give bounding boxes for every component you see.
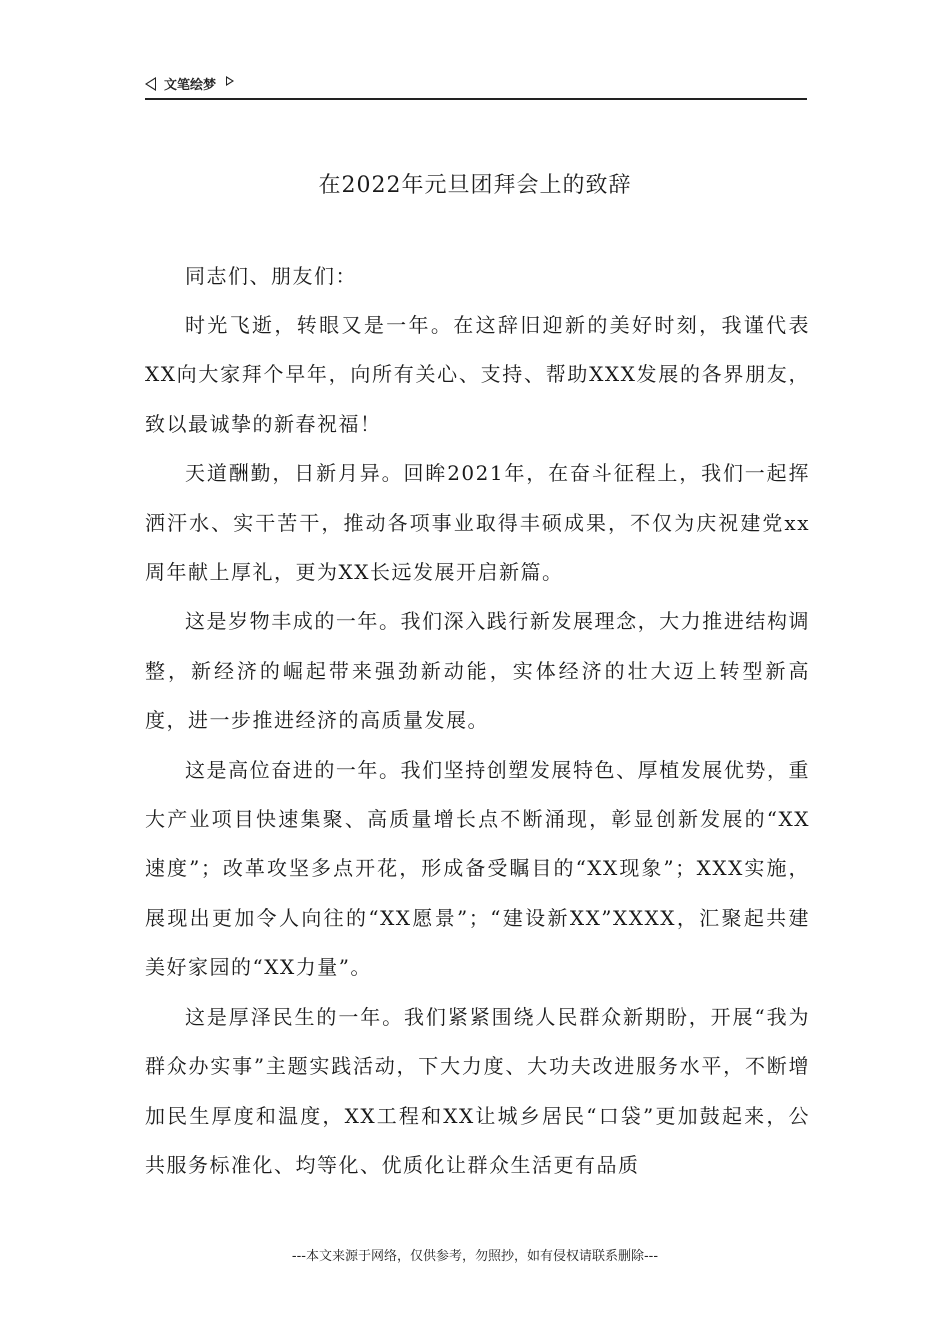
header-brand: 文笔绘梦	[164, 78, 217, 93]
body-paragraph: 时光飞逝，转眼又是一年。在这辞旧迎新的美好时刻，我谨代表XX向大家拜个早年，向所有关心、支持、帮助XXX发展的各界朋友，致以最诚挚的新春祝福！	[145, 313, 810, 436]
greeting-paragraph: 同志们、朋友们：	[185, 264, 357, 288]
body-paragraph: 这是厚泽民生的一年。我们紧紧围绕人民群众新期盼，开展“我为群众办实事”主题实践活动，下大力度、大功夫改进服务水平，不断增加民生厚度和温度，XX工程和XX让城乡居民“口袋”更加鼓起来，公共服务标准化、均等化、优质化让群众生活更有品质	[145, 1004, 810, 1177]
triangle-right-outline-icon	[226, 76, 234, 86]
document-body	[145, 252, 810, 1190]
body-paragraph: 这是高位奋进的一年。我们坚持创塑发展特色、厚植发展优势，重大产业项目快速集聚、高质量增长点不断涌现，彰显创新发展的“XX速度”；改革攻坚多点开花，形成备受瞩目的“XX现象”；XXX实施，展现出更加令人向往的“XX愿景”；“建设新XX”XXXX，汇聚起共建美好家园的“XX力量”。	[145, 757, 810, 980]
document-title: 在2022年元旦团拜会上的致辞	[318, 173, 632, 198]
page-header	[145, 74, 807, 100]
body-paragraph: 天道酬勤，日新月异。回眸2021年，在奋斗征程上，我们一起挥洒汗水、实干苦干，推动各项事业取得丰硕成果，不仅为庆祝建党xx周年献上厚礼，更为XX长远发展开启新篇。	[145, 461, 810, 585]
footer-disclaimer: ---本文来源于网络，仅供参考，勿照抄，如有侵权请联系删除---	[291, 1249, 659, 1264]
triangle-left-outline-icon	[145, 77, 156, 91]
header-brand-group	[145, 74, 234, 93]
body-paragraph: 这是岁物丰成的一年。我们深入践行新发展理念，大力推进结构调整，新经济的崛起带来强劲新动能，实体经济的壮大迈上转型新高度，进一步推进经济的高质量发展。	[145, 609, 810, 733]
